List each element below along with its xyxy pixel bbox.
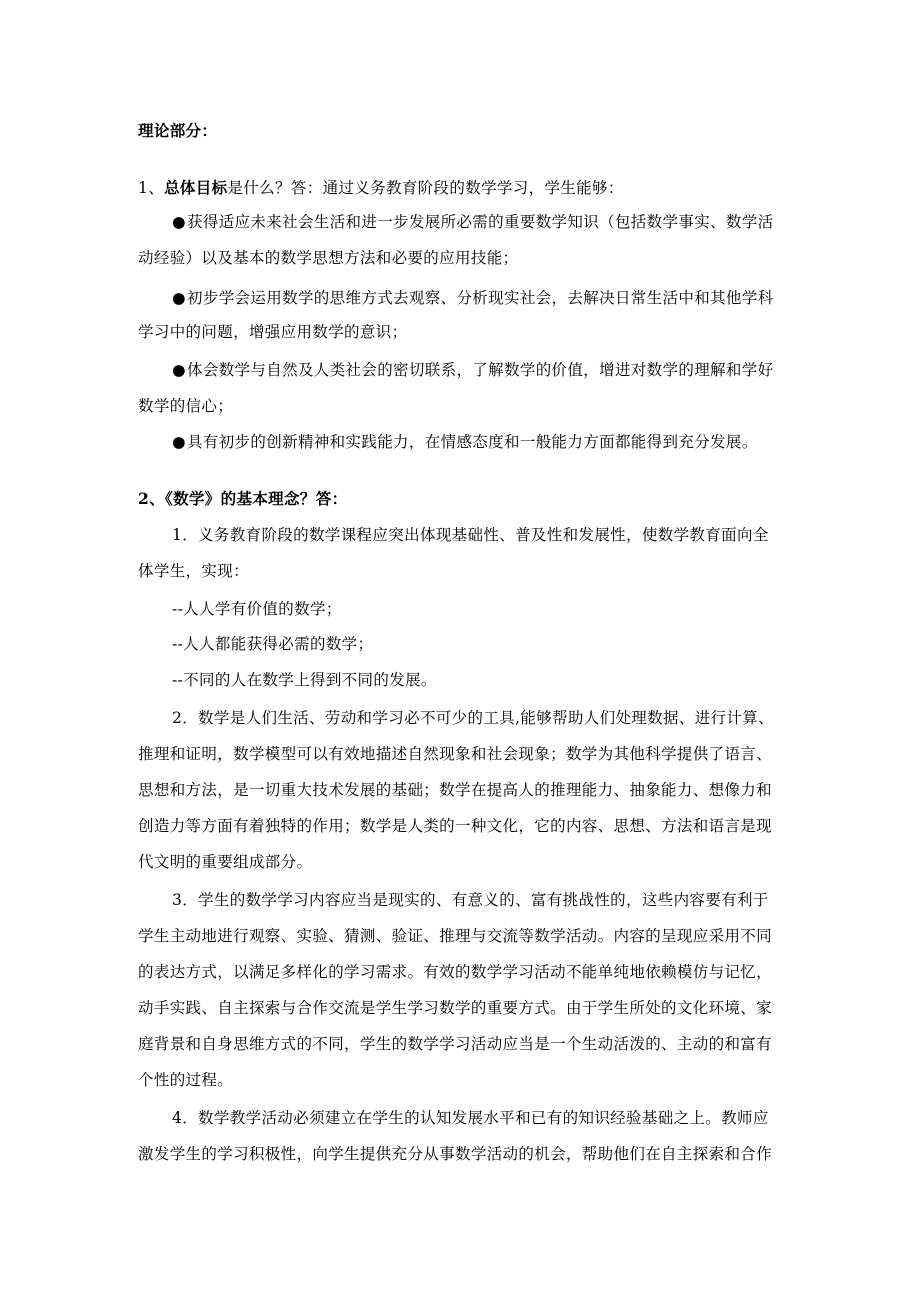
question-number: 1、 bbox=[138, 179, 165, 197]
paragraph-line: 动手实践、自主探索与合作交流是学生学习数学的重要方式。由于学生所处的文化环境、家 bbox=[138, 999, 773, 1017]
paragraph-line: 学生主动地进行观察、实验、猜测、验证、推理与交流等数学活动。内容的呈现应采用不同 bbox=[138, 927, 773, 945]
paragraph-line: 创造力等方面有着独特的作用；数学是人类的一种文化，它的内容、思想、方法和语言是现 bbox=[138, 817, 773, 835]
paragraph-line: 代文明的重要组成部分。 bbox=[138, 853, 313, 871]
goal-item-2 bbox=[172, 288, 773, 308]
dash-item: --不同的人在数学上得到不同的发展。 bbox=[172, 671, 437, 689]
paragraph-line: 激发学生的学习积极性，向学生提供充分从事数学活动的机会，帮助他们在自主探索和合作 bbox=[138, 1145, 773, 1163]
paragraph-line: 体学生，实现： bbox=[138, 562, 249, 580]
bullet-icon: ● bbox=[172, 213, 186, 231]
paragraph-line: 4．数学教学活动必须建立在学生的认知发展水平和已有的知识经验基础之上。教师应 bbox=[172, 1109, 769, 1127]
question-1 bbox=[138, 178, 624, 198]
goal-item-continuation: 动经验）以及基本的数学思想方法和必要的应用技能； bbox=[138, 249, 519, 267]
paragraph-line: 推理和证明，数学模型可以有效地描述自然现象和社会现象；数学为其他科学提供了语言、 bbox=[138, 745, 773, 763]
question-2-heading: 2、《数学》的基本理念？答： bbox=[138, 489, 348, 508]
paragraph-line: 的表达方式，以满足多样化的学习需求。有效的数学学习活动不能单纯地依赖模仿与记忆， bbox=[138, 963, 773, 981]
paragraph-line: 思想和方法，是一切重大技术发展的基础；数学在提高人的推理能力、抽象能力、想像力和 bbox=[138, 781, 773, 799]
goal-item-4 bbox=[172, 432, 758, 452]
paragraph-line: 庭背景和自身思维方式的不同，学生的数学学习活动应当是一个生动活泼的、主动的和富有 bbox=[138, 1035, 773, 1053]
section-heading: 理论部分： bbox=[138, 121, 218, 140]
goal-item-text: 体会数学与自然及人类社会的密切联系，了解数学的价值，增进对数学的理解和学好 bbox=[187, 361, 774, 379]
paragraph-line: 1．义务教育阶段的数学课程应突出体现基础性、普及性和发展性，使数学教育面向全 bbox=[172, 526, 769, 544]
question-text: 是什么？答：通过义务教育阶段的数学学习，学生能够： bbox=[227, 179, 624, 197]
paragraph-line: 3．学生的数学学习内容应当是现实的、有意义的、富有挑战性的，这些内容要有利于 bbox=[172, 891, 769, 909]
goal-item-text: 获得适应未来社会生活和进一步发展所必需的重要数学知识（包括数学事实、数学活 bbox=[187, 213, 774, 231]
paragraph-line: 2．数学是人们生活、劳动和学习必不可少的工具,能够帮助人们处理数据、进行计算、 bbox=[172, 709, 774, 727]
goal-item-text: 具有初步的创新精神和实践能力，在情感态度和一般能力方面都能得到充分发展。 bbox=[187, 433, 758, 451]
goal-item-3 bbox=[172, 360, 773, 380]
bullet-icon: ● bbox=[172, 289, 186, 307]
goal-item-continuation: 数学的信心； bbox=[138, 397, 234, 415]
bullet-icon: ● bbox=[172, 361, 186, 379]
goal-item-text: 初步学会运用数学的思维方式去观察、分析现实社会，去解决日常生活中和其他学科 bbox=[187, 289, 774, 307]
dash-item: --人人都能获得必需的数学； bbox=[172, 635, 374, 653]
bullet-icon: ● bbox=[172, 433, 186, 451]
dash-item: --人人学有价值的数学； bbox=[172, 600, 342, 618]
goal-item-continuation: 学习中的问题，增强应用数学的意识； bbox=[138, 323, 408, 341]
goal-item-1 bbox=[172, 212, 773, 232]
paragraph-line: 个性的过程。 bbox=[138, 1071, 234, 1089]
question-keyword: 总体目标 bbox=[164, 178, 228, 197]
